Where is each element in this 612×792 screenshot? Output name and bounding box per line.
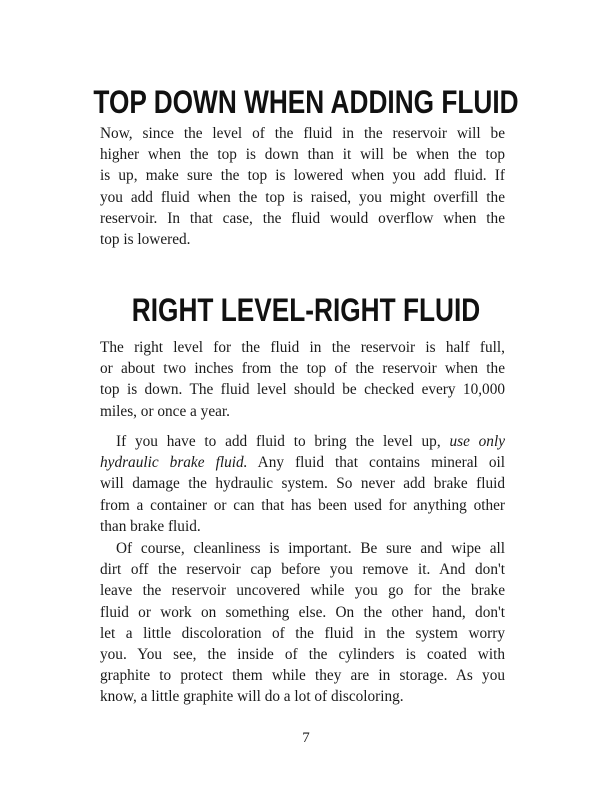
text-line bbox=[100, 431, 505, 452]
emphasis-text: hydraulic brake fluid. bbox=[100, 454, 248, 472]
text-line: than brake fluid. bbox=[100, 517, 201, 535]
section-heading: TOP DOWN WHEN ADDING FLUID bbox=[93, 84, 519, 120]
text-line: The right level for the fluid in the reservoir is half full, bbox=[100, 339, 505, 356]
text-line: from a container or can that has been used for anything other bbox=[100, 496, 505, 514]
text-line: is up, make sure the top is lowered when you add fluid. If bbox=[100, 167, 505, 185]
text-line: Now, since the level of the fluid in the reservoir will be bbox=[100, 125, 505, 142]
text-line: dirt off the reservoir cap before you remove it. And don't bbox=[100, 561, 505, 579]
text-line: fluid or work on something else. On the other hand, don't bbox=[100, 603, 505, 621]
text-line: let a little discoloration of the fluid in the system worry bbox=[100, 624, 505, 642]
text-line: higher when the top is down than it will be when the top bbox=[100, 146, 505, 164]
paragraph bbox=[100, 538, 505, 708]
emphasis-text: use only bbox=[449, 433, 505, 450]
section-heading: RIGHT LEVEL-RIGHT FLUID bbox=[131, 292, 481, 328]
text-line: know, a little graphite will do a lot of discoloring. bbox=[100, 688, 404, 706]
text-line bbox=[100, 452, 505, 473]
text-line: leave the reservoir uncovered while you go for the brake bbox=[100, 582, 505, 600]
text-run: If you have to add fluid to bring the level up, bbox=[116, 433, 441, 450]
text-line: top is down. The fluid level should be checked every 10,000 bbox=[100, 381, 505, 399]
text-line: reservoir. In that case, the fluid would overflow when the bbox=[100, 209, 505, 227]
text-line: top is lowered. bbox=[100, 230, 191, 248]
text-line: will damage the hydraulic system. So never add brake fluid bbox=[100, 475, 505, 493]
text-run: Any fluid that contains mineral oil bbox=[257, 454, 505, 472]
text-line: you add fluid when the top is raised, you might overfill the bbox=[100, 188, 505, 206]
text-line: graphite to protect them while they are in storage. As you bbox=[100, 667, 505, 685]
text-line: or about two inches from the top of the reservoir when the bbox=[100, 360, 505, 378]
paragraph bbox=[100, 337, 505, 422]
paragraph bbox=[100, 123, 505, 250]
text-line: you. You see, the inside of the cylinders is coated with bbox=[100, 645, 505, 663]
page-number: 7 bbox=[302, 730, 310, 746]
text-line: miles, or once a year. bbox=[100, 402, 230, 420]
text-line: Of course, cleanliness is important. Be sure and wipe all bbox=[116, 540, 505, 557]
paragraph bbox=[100, 431, 505, 537]
